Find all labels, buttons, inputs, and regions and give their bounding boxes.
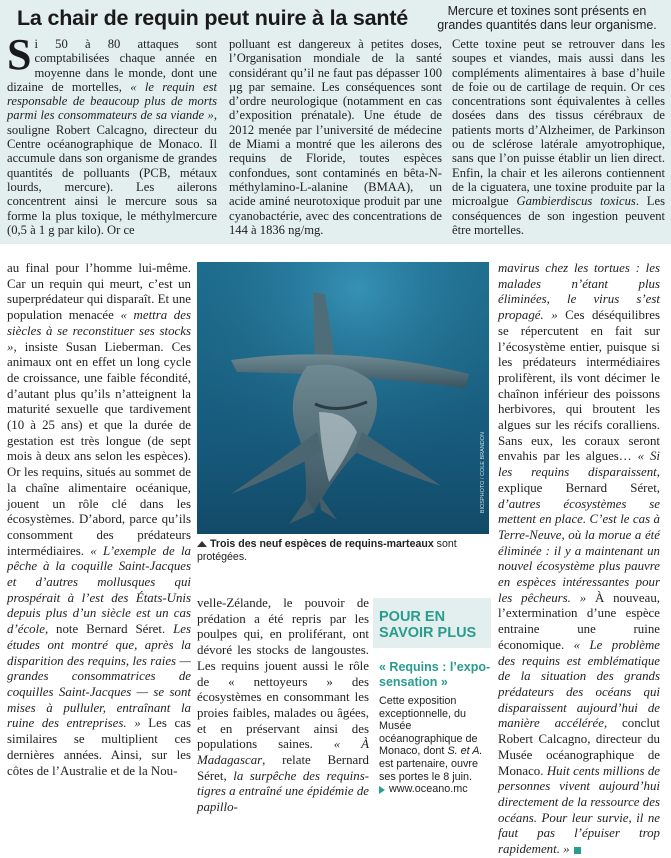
text-run: , note Bernard Séret. <box>44 622 174 637</box>
health-box <box>0 0 671 244</box>
text-run: Gambierdiscus toxicus <box>516 194 636 209</box>
sidebar-body-end: est partenaire, ouvre ses portes le 8 juin. <box>379 757 479 783</box>
sidebar-body-text: Cette exposition exceptionnelle, du Musée océanographique de Monaco, dont <box>379 695 478 758</box>
body-column-1 <box>7 261 191 779</box>
top-column-1 <box>7 30 217 237</box>
text-run: au final pour l’homme lui-même. Car un requin qui meurt, c’est un superprédateur qui disparaît. Et une population menacée <box>7 261 191 323</box>
sidebar-body <box>379 695 491 783</box>
hammerhead-shark-illustration <box>197 262 489 534</box>
body-column-3 <box>498 261 660 858</box>
text-run: Ces déséquilibres se répercutent en fait sur l’écosystème entier, puisque si les prédateurs intermédiaires prolifèrent, ils vont décimer le chaînon inférieur des poissons herbivores, qui broutent les algues sur les récifs coralliens. Sans eux, les coraux seront envahis par les algues… <box>498 308 660 464</box>
top-column-2 <box>229 37 442 237</box>
text-run: Cette toxine peut se retrouver dans les soupes et viandes, mais aussi dans les compléments alimentaires à base d’huile de foie ou de cartilage de requin. Or ces concentrations sont équivalentes à celles dosées dans des tissus cérébraux de patients morts d’Alzheimer, de Parkinson ou de sclérose latérale amyotrophique, sans que l’on puisse établir un lien direct. Enfin, la chair et les ailerons contiennent de la ciguatera, une toxine produite par la microalgue <box>452 37 665 209</box>
text-run: , explique Bernard Séret, <box>498 465 660 495</box>
text-run: , relate Bernard Séret, <box>197 753 369 783</box>
text-run: « L’exemple de la pêche à la coquille Saint-Jacques et d’autres mollusques qui prospérait à l’est des États-Unis depuis plus d’un siècle est un cas d’école <box>7 543 192 637</box>
text-run: . Les conséquences de son ingestion peuvent être mortelles. <box>452 194 665 237</box>
text-run: velle-Zélande, le pouvoir de prédation a été repris par les poulpes qui, en proliférant, ont dévoré les stocks de langoustes. Les requins jouent aussi le rôle de « nettoyeurs » des écosystèmes en consommant les proies faibles, malades ou âgées, et en préservant ainsi des populations saines. <box>197 596 369 752</box>
drop-cap: S <box>7 30 32 79</box>
sidebar-body-italic: S. et A. <box>447 745 483 758</box>
text-run: « Le problème des requins est emblématique de la situation des grands prédateurs des océans qui disparaissent aujourd’hui de manière accélérée <box>498 637 660 731</box>
text-run: polluant est dangereux à petites doses, l’Organisation mondiale de la santé considérant qu’il ne faut pas dépasser 100 µg par semaine. Les conséquences sont d’ordre neurologique (notamment en cas d’exposition prénatale). Une étude de 2012 menée par l’université de médecine de Miami a montré que les ailerons des requins de Floride, toutes espèces confondues, sont contaminés en bêta-N-méthylamino-L-alanine (BMAA), un acide aminé neurotoxique produit par une cyanobactérie, avec des concentrations de 144 à 1836 ng/mg. <box>229 37 442 237</box>
text-run: « Si les requins disparaissent <box>498 449 660 480</box>
text-run: « À Madagascar <box>197 737 370 768</box>
text-run: , conclut Robert Calcagno, directeur du Musée océanographique de Monaco. <box>498 716 660 778</box>
sidebar-heading: POUR EN SAVOIR PLUS <box>373 598 491 648</box>
headline: La chair de requin peut nuire à la santé <box>17 6 409 30</box>
body-column-2 <box>197 596 369 816</box>
text-run: Huit cents millions de personnes vivent aujourd’hui directement de la ressource des océans. Pour leur survie, il ne faut pas l’épuiser trop rapidement. » <box>498 763 661 857</box>
text-run: i 50 à 80 attaques sont comptabilisées chaque année en moyenne dans le monde, dont une dizaine de mortelles, <box>7 37 217 94</box>
sidebar-url[interactable]: www.oceano.mc <box>389 783 468 796</box>
sidebar-subheading: « Requins : l’expo-sensation » <box>379 660 491 689</box>
end-mark-icon <box>574 847 581 854</box>
text-run: d’autres écosystèmes se mettent en place. C’est le cas à Terre-Neuve, où la morue a été éliminée : il y a maintenant un nouvel écosystème plus pauvre en espèces intéressantes pour les pêcheurs. » <box>498 496 660 605</box>
top-column-3 <box>452 37 665 237</box>
photo-caption <box>197 538 489 564</box>
arrow-icon <box>379 786 385 794</box>
text-run: Les études ont montré que, après la disparition des requins, les raies — grandes consommatrices de coquilles Saint-Jacques — se sont mises à pulluler, entraînant la ruine des entreprises. » <box>7 622 191 731</box>
more-info-sidebar <box>373 598 491 796</box>
sidebar-link[interactable] <box>379 783 491 796</box>
caption-bold: Trois des neuf espèces de requins-marteaux <box>210 538 434 550</box>
text-run: , insiste Susan Lieberman. Ces animaux ont en effet un long cycle de croissance, une faible fécondité, d’autant plus qu’ils n’atteignent la maturité sexuelle que tardivement (10 à 25 ans) et que la durée de gestation est très longue (de sept mois à deux ans selon les espèces). Or les requins, situés au sommet de la chaîne alimentaire océanique, jouent un rôle clé dans les écosystèmes. D’abord, parce qu’ils consomment des prédateurs intermédiaires. <box>7 339 191 558</box>
photo-credit: BIOSPHOTO / COLE BRANDON <box>480 432 486 514</box>
text-run: À nouveau, l’extermination d’une espèce entraine une ruine économique. <box>498 590 660 652</box>
hammerhead-photo <box>197 262 489 534</box>
caption-rest: sont protégées. <box>197 538 457 563</box>
text-run: « mettra des siècles à se reconstituer ses stocks » <box>7 308 191 354</box>
text-run: Les cas similaires se multiplient ces dernières années. Ainsi, sur les côtes de l’Australie et de la Nou- <box>7 716 191 778</box>
text-run: « le requin est responsable de beaucoup plus de morts parmi les consommateurs de sa viande » <box>7 79 217 123</box>
deck: Mercure et toxines sont présents en grandes quantités dans leur organisme. <box>437 4 657 32</box>
text-run: la surpêche des requins-tigres a entraîné une épidémie de papillo- <box>197 768 369 815</box>
caption-marker-icon <box>197 541 207 547</box>
text-run: mavirus chez les tortues : les malades n’étant plus éliminées, le virus s’est propagé. » <box>498 261 660 323</box>
text-run: , souligne Robert Calcagno, directeur du Centre océanographique de Monaco. Il accumule dans son organisme de grandes quantités de polluants (PCB, métaux lourds, mercure). Les ailerons concentrent ainsi le mercure sous sa forme la plus toxique, le méthylmercure (0,5 à 1 g par kilo). Or ce <box>7 108 217 237</box>
